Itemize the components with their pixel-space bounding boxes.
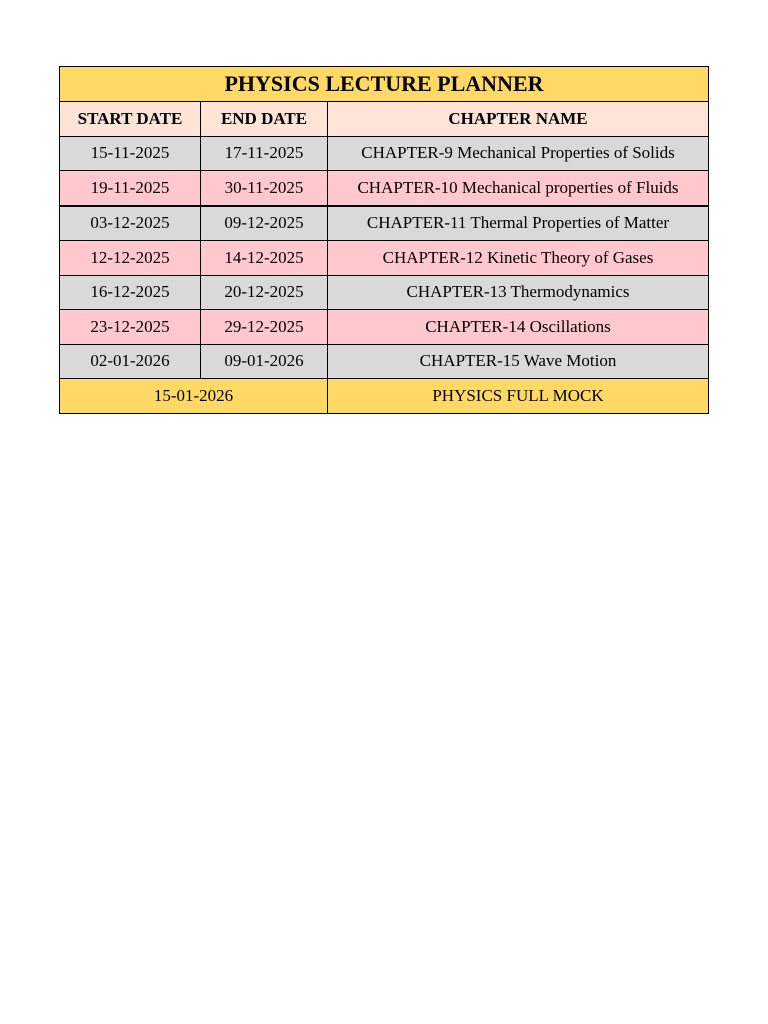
page-title: PHYSICS LECTURE PLANNER	[60, 67, 709, 102]
start-date-cell: 19-11-2025	[60, 171, 201, 206]
chapter-name-header: CHAPTER NAME	[328, 102, 709, 137]
end-date-cell: 29-12-2025	[201, 310, 328, 345]
end-date-cell: 30-11-2025	[201, 171, 328, 206]
end-date-cell: 09-12-2025	[201, 206, 328, 241]
table-row	[60, 310, 709, 345]
start-date-cell: 03-12-2025	[60, 206, 201, 241]
table-row	[60, 275, 709, 310]
chapter-name-cell: CHAPTER-13 Thermodynamics	[328, 275, 709, 310]
chapter-name-cell: CHAPTER-11 Thermal Properties of Matter	[328, 206, 709, 241]
start-date-cell: 16-12-2025	[60, 275, 201, 310]
start-date-cell: 15-11-2025	[60, 136, 201, 171]
start-date-header: START DATE	[60, 102, 201, 137]
table-row	[60, 171, 709, 206]
start-date-cell: 23-12-2025	[60, 310, 201, 345]
chapter-name-cell: CHAPTER-15 Wave Motion	[328, 344, 709, 379]
title-row	[60, 67, 709, 102]
chapter-name-cell: CHAPTER-9 Mechanical Properties of Solids	[328, 136, 709, 171]
start-date-cell: 12-12-2025	[60, 241, 201, 276]
chapter-name-cell: CHAPTER-14 Oscillations	[328, 310, 709, 345]
table-row	[60, 241, 709, 276]
end-date-cell: 20-12-2025	[201, 275, 328, 310]
footer-row	[60, 379, 709, 414]
table-row	[60, 344, 709, 379]
end-date-header: END DATE	[201, 102, 328, 137]
end-date-cell: 14-12-2025	[201, 241, 328, 276]
table-row	[60, 206, 709, 241]
mock-date-cell: 15-01-2026	[60, 379, 328, 414]
start-date-cell: 02-01-2026	[60, 344, 201, 379]
chapter-name-cell: CHAPTER-12 Kinetic Theory of Gases	[328, 241, 709, 276]
end-date-cell: 17-11-2025	[201, 136, 328, 171]
chapter-name-cell: CHAPTER-10 Mechanical properties of Fluids	[328, 171, 709, 206]
table-row	[60, 136, 709, 171]
header-row	[60, 102, 709, 137]
mock-label-cell: PHYSICS FULL MOCK	[328, 379, 709, 414]
end-date-cell: 09-01-2026	[201, 344, 328, 379]
lecture-planner-table	[59, 66, 709, 414]
